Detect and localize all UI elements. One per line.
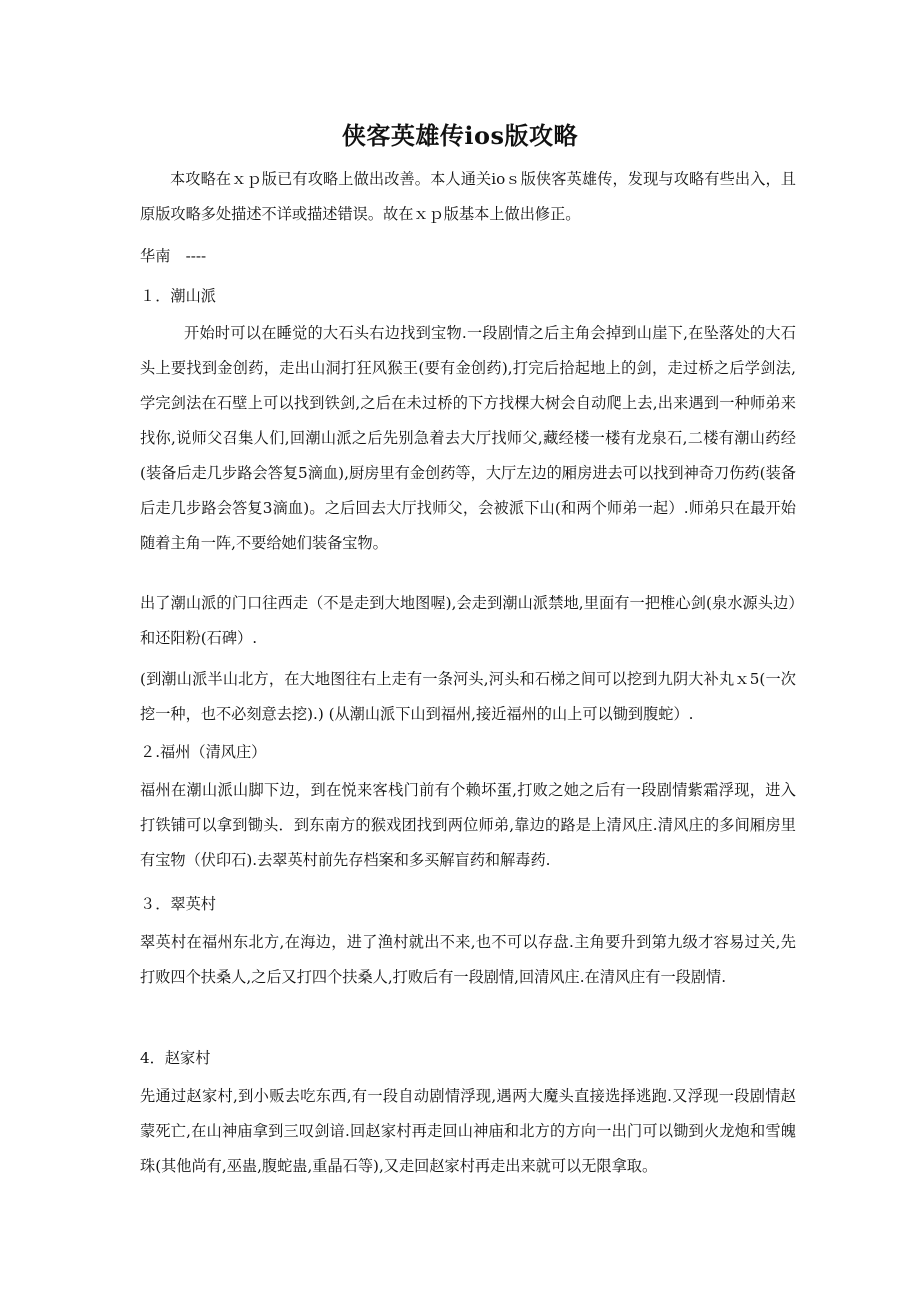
section-heading-zhaojia: 4．赵家村 (140, 1049, 211, 1067)
section-heading-chaoshan: １．潮山派 (140, 287, 216, 305)
section-zhaojia-paragraph-1: 先通过赵家村,到小贩去吃东西,有一段自动剧情浮现,遇两大魔头直接选择逃跑.又浮现一段剧情赵蒙死亡,在山神庙拿到三叹剑谙.回赵家村再走回山神庙和北方的方向一出门可以锄到火龙炮和雪魄珠(其他尚有,巫蛊,腹蛇蛊,重晶石等),又走回赵家村再走出来就可以无限拿取。 (140, 1087, 796, 1175)
region-heading: 华南 ---- (140, 247, 207, 265)
section-chaoshan-paragraph-3: (到潮山派半山北方，在大地图往右上走有一条河头,河头和石梯之间可以挖到九阴大补丸ｘ5(一次挖一种，也不必刻意去挖).) (从潮山派下山到福州,接近福州的山上可以锄到腹蛇）. (140, 670, 796, 723)
section-heading-cuiying: ３．翠英村 (140, 895, 216, 913)
section-fuzhou-paragraph-1: 福州在潮山派山脚下边，到在悦来客栈门前有个赖坏蛋,打败之她之后有一段剧情紫霜浮现，进入打铁铺可以拿到锄头．到东南方的猴戏团找到两位师弟,靠边的路是上清风庄.清风庄的多间厢房里有宝物（伏印石).去翠英村前先存档案和多买解盲药和解毒药. (140, 781, 796, 869)
document-title: 侠客英雄传ios版攻略 (341, 121, 579, 150)
section-heading-fuzhou: ２.福州（清风庄） (140, 743, 267, 761)
section-chaoshan-paragraph-1: 开始时可以在睡觉的大石头右边找到宝物.一段剧情之后主角会掉到山崖下,在坠落处的大石头上要找到金创药，走出山洞打狂风猴王(要有金创药),打完后拾起地上的剑，走过桥之后学剑法,学完剑法在石壁上可以找到铁剑,之后在未过桥的下方找棵大树会自动爬上去,出来遇到一种师弟来找你,说师父召集人们,回潮山派之后先别急着去大厅找师父,藏经楼一楼有龙泉石,二楼有潮山药经(装备后走几步路会答复5滴血),厨房里有金创药等，大厅左边的厢房进去可以找到神奇刀伤药(装备后走几步路会答复3滴血)。之后回去大厅找师父，会被派下山(和两个师弟一起）.师弟只在最开始随着主角一阵,不要给她们装备宝物。 (140, 324, 796, 552)
section-chaoshan-paragraph-2: 出了潮山派的门口往西走（不是走到大地图喔),会走到潮山派禁地,里面有一把椎心剑(泉水源头边）和还阳粉(石碑）. (140, 594, 796, 647)
intro-paragraph: 本攻略在ｘｐ版已有攻略上做出改善。本人通关ioｓ版侠客英雄传，发现与攻略有些出入，且原版攻略多处描述不详或描述错误。故在ｘｐ版基本上做出修正。 (140, 170, 796, 223)
section-cuiying-paragraph-1: 翠英村在福州东北方,在海边，进了渔村就出不来,也不可以存盘.主角要升到第九级才容易过关,先打败四个扶桑人,之后又打四个扶桑人,打败后有一段剧情,回清风庄.在清风庄有一段剧情. (140, 933, 796, 986)
